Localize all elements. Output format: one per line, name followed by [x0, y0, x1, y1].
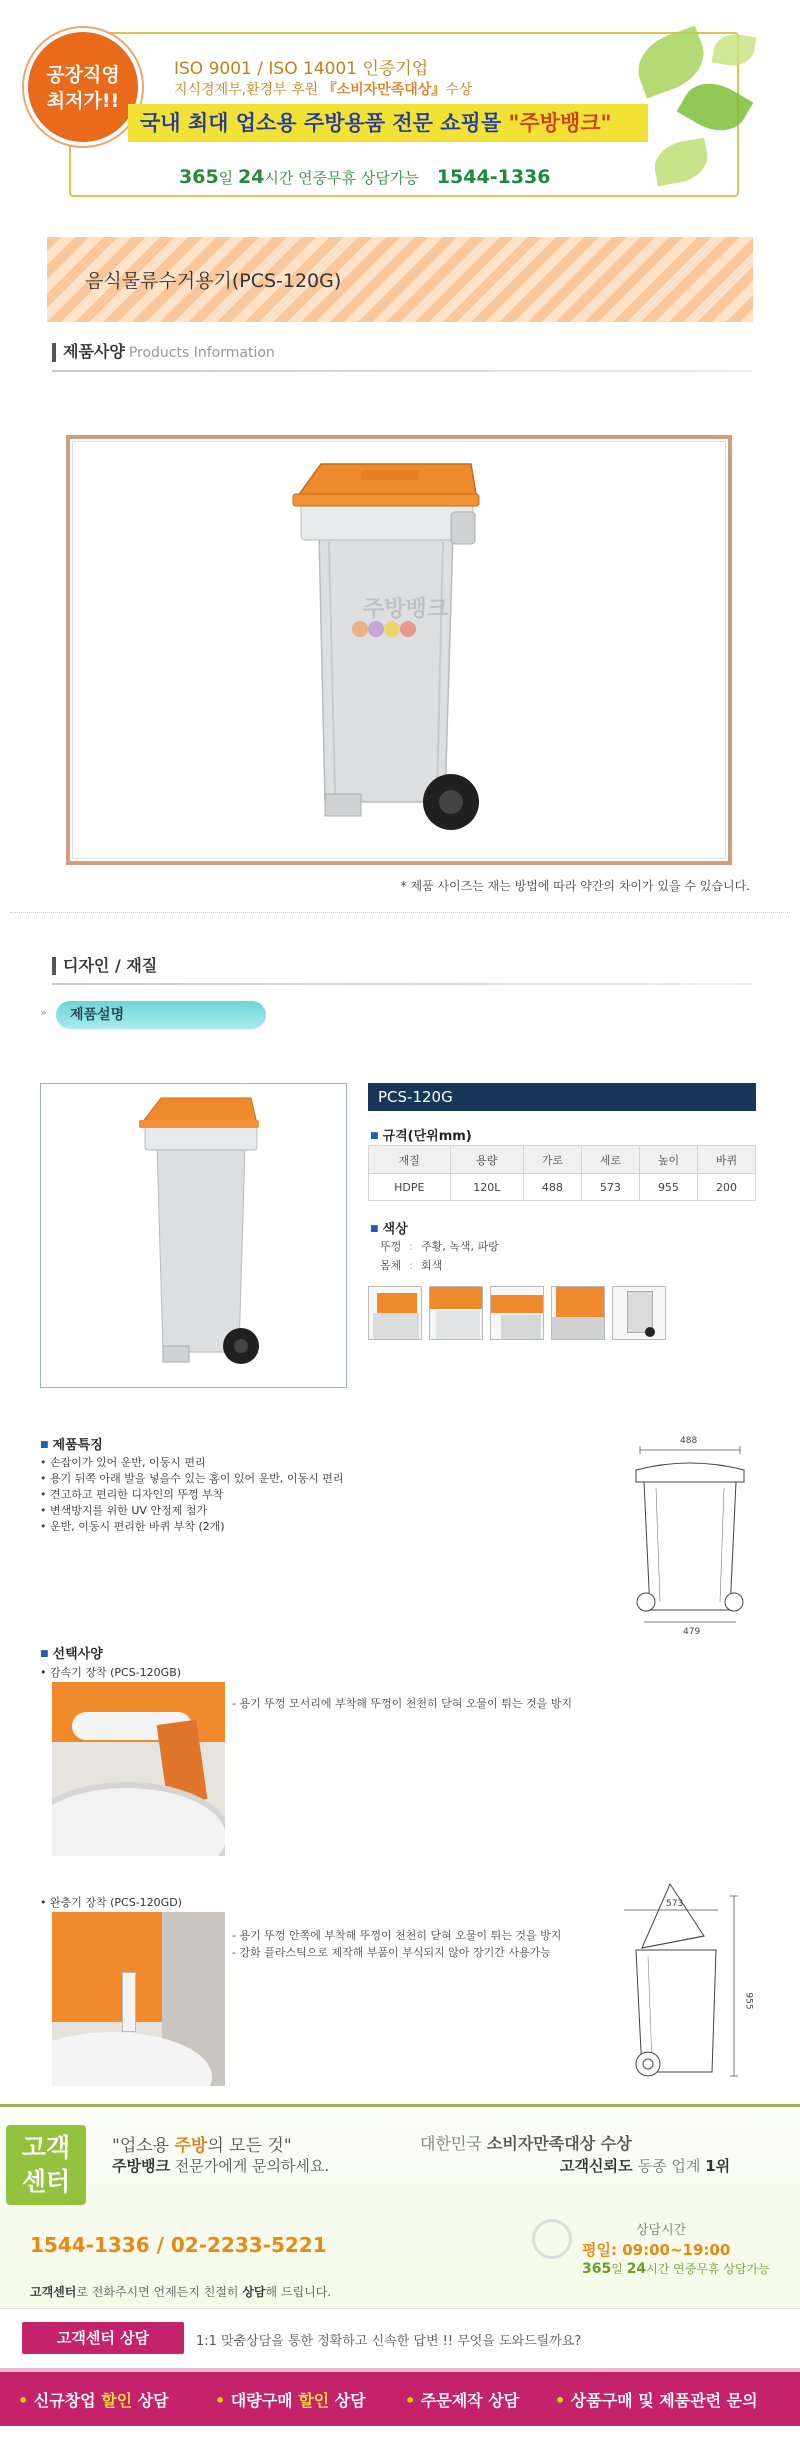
hours-text: 시간 연중무휴 상담가능: [264, 169, 419, 187]
spec-value-row: [369, 1174, 756, 1201]
consult-text: 1:1 맞춤상담을 통한 정확하고 신속한 답변 !! 무엇을 도와드릴까요?: [196, 2334, 582, 2349]
spec-model-header: PCS-120G: [368, 1083, 756, 1111]
product-inquiry-link[interactable]: • 상품구매 및 제품관련 문의: [555, 2388, 758, 2411]
badge-line2: 최저가!!: [46, 90, 120, 112]
front-view-drawing: [630, 1442, 750, 1632]
lid-value: 주황, 녹색, 파랑: [420, 1240, 499, 1253]
quote-b: 주방: [174, 2136, 208, 2156]
logo-line1: 고객: [21, 2133, 71, 2162]
hours-365: 365: [179, 166, 219, 188]
body-value: 회색: [420, 1259, 443, 1272]
quote-c: 의 모든 것": [207, 2136, 292, 2156]
feature-item: • 운반, 이동시 편리한 바퀴 부착 (2개): [40, 1519, 343, 1535]
thumbnail-2[interactable]: [429, 1286, 483, 1340]
section-heading-info: [52, 343, 275, 362]
product-title-band: [47, 237, 753, 322]
top-width-label: 488: [680, 1436, 698, 1446]
thumbnail-3[interactable]: [490, 1286, 544, 1340]
option2-description: [232, 1927, 561, 1961]
option2-photo: [52, 1912, 225, 2086]
hours-mid: 일: [218, 169, 238, 187]
logo-line2: 센터: [21, 2167, 71, 2196]
bullet-icon: •: [40, 1896, 50, 1909]
product-title: 음식물류수거용기(PCS-120G): [85, 270, 342, 292]
info-subtitle: Products Information: [128, 345, 275, 361]
cc-hours-365-num: 365: [582, 2261, 612, 2277]
gov-prefix: 지식경제부,환경부 후원: [174, 82, 323, 98]
option2-desc-line2: - 강화 플라스틱으로 제작해 부품이 부식되지 않아 장기간 사용가능: [232, 1946, 551, 1959]
double-chevron-icon: »: [40, 1006, 47, 1019]
main-product-image: [72, 441, 726, 859]
cta-d: 해 드립니다.: [265, 2285, 332, 2299]
size-title: ■ 규격(단위mm): [370, 1125, 472, 1144]
slogan-main: 국내 최대 업소용 주방용품 전문 쇼핑몰: [140, 111, 509, 135]
section-heading-design: 디자인 / 재질: [52, 957, 157, 975]
spec-header-height: 높이: [639, 1146, 697, 1174]
customer-center: [0, 2104, 800, 2309]
quote-a: "업소용: [112, 2136, 175, 2156]
thumbnail-5[interactable]: [612, 1286, 666, 1340]
option2-title-text: 완충기 장착 (PCS-120GD): [50, 1896, 182, 1909]
hours-24: 24: [237, 166, 265, 188]
spec-header-material: 재질: [369, 1146, 451, 1174]
cc-call-text: [30, 2283, 331, 2300]
cta-a: 고객센터: [30, 2285, 77, 2299]
cc-hours-365: [582, 2260, 770, 2277]
spec-product-photo: [40, 1083, 347, 1388]
option2-title: [40, 1894, 182, 1910]
cc-hours-weekday: 평일: 09:00~19:00: [582, 2241, 731, 2259]
section-divider: [52, 370, 752, 372]
bullet-icon: •: [40, 1666, 50, 1679]
color-title: ■ 색상: [370, 1218, 408, 1237]
section-divider: [52, 983, 752, 985]
size-note: * 제품 사이즈는 재는 방법에 따라 약간의 차이가 있을 수 있습니다.: [400, 879, 750, 893]
thumbnail-1[interactable]: [368, 1286, 422, 1340]
thumbnail-4[interactable]: [551, 1286, 605, 1340]
brand-suffix: 전문가에게 문의하세요.: [169, 2157, 330, 2175]
award-b: 소비자만족대상 수상: [486, 2134, 632, 2153]
cc-hours-24: 24: [626, 2261, 647, 2277]
spec-depth: 573: [581, 1174, 639, 1201]
custom-order-link[interactable]: • 주문제작 상담: [405, 2388, 519, 2411]
product-description-pill: 제품설명: [56, 1001, 266, 1029]
bottom-consult-bar: [0, 2368, 800, 2426]
bottom-width-label: 479: [683, 1627, 701, 1637]
cc-trust: [560, 2155, 730, 2176]
options-title: ■ 선택사양: [40, 1643, 103, 1662]
info-title: 제품사양: [63, 342, 125, 361]
cc-quote: [112, 2131, 292, 2156]
spec-header-capacity: 용량: [450, 1146, 523, 1174]
award-a: 대한민국: [420, 2134, 487, 2153]
cc-hours-title: 상담시간: [636, 2223, 687, 2238]
option2-desc-line1: - 용기 뚜껑 안쪽에 부착해 뚜껑이 천천히 닫혀 오물이 튀는 것을 방지: [232, 1929, 562, 1942]
watermark-text: 주방뱅크: [363, 597, 449, 622]
depth-label: 573: [666, 1899, 684, 1909]
trust-c: 1위: [705, 2157, 731, 2175]
cta-c: 상담: [242, 2285, 266, 2299]
startup-discount-link[interactable]: [18, 2388, 169, 2411]
spec-width: 488: [523, 1174, 581, 1201]
lowest-price-badge: [24, 28, 142, 146]
item1-b: 할인: [101, 2391, 133, 2410]
banner-phone[interactable]: 1544-1336: [436, 166, 551, 188]
option1-title: [40, 1664, 181, 1680]
trash-bin-illustration: [73, 442, 729, 860]
trust-a: 고객신뢰도: [560, 2157, 638, 2175]
main-product-frame: [66, 435, 732, 865]
customer-center-logo: [6, 2125, 86, 2205]
feature-item: • 손잡이가 있어 운반, 이동시 편리: [40, 1455, 343, 1471]
clock-icon: [532, 2219, 572, 2259]
item2-a: 대량구매: [230, 2391, 299, 2410]
spec-table: [368, 1145, 756, 1201]
brand-name: 주방뱅크: [112, 2157, 170, 2175]
feature-item: • 용기 뒤쪽 아래 발을 넣을수 있는 홈이 있어 운반, 이동시 편리: [40, 1471, 343, 1487]
features-list: [40, 1455, 343, 1535]
badge-line1: 공장직영: [46, 64, 120, 86]
height-label: 955: [743, 1992, 754, 2010]
option1-photo: [52, 1682, 225, 1856]
spec-capacity: 120L: [450, 1174, 523, 1201]
spec-header-row: [369, 1146, 756, 1174]
cc-hours-mid: 일: [611, 2262, 627, 2276]
iso-certification: ISO 9001 / ISO 14001 인증기업: [174, 59, 429, 79]
spec-height: 955: [639, 1174, 697, 1201]
body-label: 몸체: [380, 1259, 402, 1272]
banner-hours: [179, 166, 550, 188]
banner-slogan: [128, 104, 648, 142]
cc-phone[interactable]: 1544-1336 / 02-2233-5221: [30, 2233, 327, 2257]
slogan-brand: "주방뱅크": [508, 111, 612, 135]
trash-bin-small-illustration: [41, 1084, 346, 1387]
trust-b: 동종 업계: [637, 2157, 706, 2175]
cta-b: 로 전화주시면 언제든지 친절히: [76, 2285, 243, 2299]
gov-suffix: 수상: [445, 82, 473, 98]
cc-award: [420, 2131, 632, 2154]
dotted-divider: [10, 912, 790, 913]
feature-item: • 변색방지를 위한 UV 안정제 첨가: [40, 1503, 343, 1519]
body-color-row: 몸체 : 회색: [380, 1259, 443, 1272]
option1-description: - 용기 뚜껑 모서리에 부착해 뚜껑이 천천히 닫혀 오물이 튀는 것을 방지: [232, 1697, 572, 1710]
gov-award: 『소비자만족대상』: [322, 82, 446, 98]
feature-item: • 견고하고 편리한 디자인의 뚜껑 부착: [40, 1487, 343, 1503]
lid-color-row: 뚜껑 : 주황, 녹색, 파랑: [380, 1240, 499, 1253]
customer-consult-button[interactable]: 고객센터 상담: [22, 2322, 184, 2354]
item1-c: 상담: [132, 2391, 169, 2410]
cc-brand: [112, 2155, 329, 2176]
header-banner: [24, 24, 750, 212]
cc-hours-rest: 시간 연중무휴 상담가능: [646, 2262, 770, 2276]
spec-wheel: 200: [697, 1174, 755, 1201]
spec-header-wheel: 바퀴: [697, 1146, 755, 1174]
item2-c: 상담: [329, 2391, 366, 2410]
features-title: ■ 제품특징: [40, 1434, 103, 1453]
item2-b: 할인: [298, 2391, 330, 2410]
item1-a: 신규창업: [33, 2391, 102, 2410]
lid-label: 뚜껑: [380, 1240, 402, 1253]
bulk-discount-link[interactable]: [215, 2388, 366, 2411]
spec-header-depth: 세로: [581, 1146, 639, 1174]
spec-material: HDPE: [369, 1174, 451, 1201]
government-award: [174, 79, 472, 99]
option1-title-text: 감속기 장착 (PCS-120GB): [50, 1666, 182, 1679]
spec-header-width: 가로: [523, 1146, 581, 1174]
thumbnail-strip: [368, 1286, 666, 1340]
